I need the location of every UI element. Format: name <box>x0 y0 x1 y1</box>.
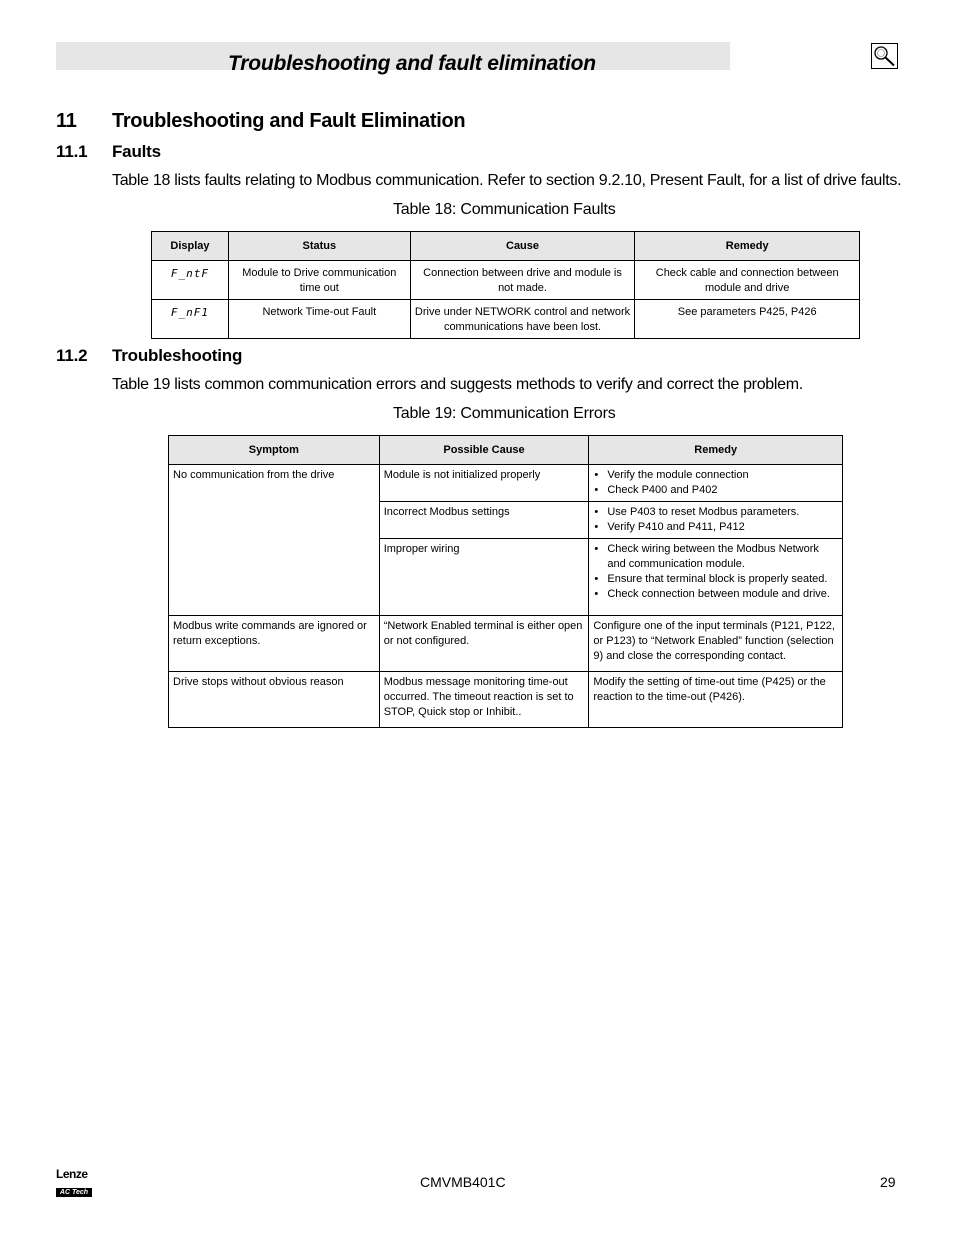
fault-remedy: See parameters P425, P426 <box>635 300 860 339</box>
section-title: Troubleshooting and Fault Elimination <box>112 110 466 132</box>
subsection-troubleshooting-number: 11.2 <box>56 346 88 365</box>
column-header: Status <box>228 232 410 261</box>
faults-table-header <box>152 232 860 261</box>
document-id: CMVMB401C <box>420 1174 506 1190</box>
list-item: • Use P403 to reset Modbus parameters. <box>607 505 838 520</box>
error-cause: Improper wiring <box>379 539 589 616</box>
table-18-caption: Table 18: Communication Faults <box>393 201 616 218</box>
error-remedy <box>589 502 843 539</box>
fault-cause: Drive under NETWORK control and network communications have been lost. <box>410 300 635 339</box>
fault-display-code: F_nF1 <box>152 300 229 339</box>
error-remedy: Configure one of the input terminals (P121, P122, or P123) to “Network Enabled” function (selection 9) and close the corresponding contact. <box>589 616 843 672</box>
table-row <box>152 300 860 339</box>
subsection-faults-title: Faults <box>112 142 161 161</box>
subsection-troubleshooting-title: Troubleshooting <box>112 346 243 365</box>
table-row <box>169 672 843 728</box>
lenze-logo <box>56 1168 96 1199</box>
page-number: 29 <box>880 1174 896 1190</box>
column-header: Remedy <box>589 436 843 465</box>
logo-text: Lenze <box>56 1167 88 1181</box>
subsection-faults-number: 11.1 <box>56 142 88 161</box>
list-item: • Check wiring between the Modbus Network and communication module. <box>607 542 838 572</box>
faults-table <box>151 231 860 339</box>
error-cause: Module is not initialized properly <box>379 465 589 502</box>
column-header: Remedy <box>635 232 860 261</box>
fault-remedy: Check cable and connection between module and drive <box>635 261 860 300</box>
column-header: Possible Cause <box>379 436 589 465</box>
fault-display-code: F_ntF <box>152 261 229 300</box>
column-header: Cause <box>410 232 635 261</box>
error-symptom: Modbus write commands are ignored or return exceptions. <box>169 616 380 672</box>
page-header-title: Troubleshooting and fault elimination <box>228 52 596 75</box>
error-cause: Modbus message monitoring time-out occurred. The timeout reaction is set to STOP, Quick stop or Inhibit.. <box>379 672 589 728</box>
error-remedy: Modify the setting of time-out time (P425) or the reaction to the time-out (P426). <box>589 672 843 728</box>
list-item: • Verify P410 and P411, P412 <box>607 520 838 535</box>
table-row <box>169 465 843 502</box>
error-symptom: No communication from the drive <box>169 465 380 616</box>
magnifier-icon <box>871 43 898 69</box>
list-item: • Check connection between module and drive. <box>607 587 838 602</box>
error-remedy <box>589 539 843 616</box>
error-cause: Incorrect Modbus settings <box>379 502 589 539</box>
fault-cause: Connection between drive and module is not made. <box>410 261 635 300</box>
list-item: • Verify the module connection <box>607 468 838 483</box>
table-row <box>152 261 860 300</box>
error-symptom: Drive stops without obvious reason <box>169 672 380 728</box>
list-item: • Check P400 and P402 <box>607 483 838 498</box>
error-cause: “Network Enabled terminal is either open or not configured. <box>379 616 589 672</box>
fault-status: Network Time-out Fault <box>228 300 410 339</box>
list-item: • Ensure that terminal block is properly seated. <box>607 572 838 587</box>
errors-table <box>168 435 843 728</box>
column-header: Symptom <box>169 436 380 465</box>
faults-intro: Table 18 lists faults relating to Modbus communication. Refer to section 9.2.10, Present Fault, for a list of drive faults. <box>112 172 902 189</box>
troubleshooting-intro: Table 19 lists common communication errors and suggests methods to verify and correct the problem. <box>112 376 803 393</box>
fault-status: Module to Drive communication time out <box>228 261 410 300</box>
table-19-caption: Table 19: Communication Errors <box>393 405 616 422</box>
error-remedy <box>589 465 843 502</box>
errors-table-header <box>169 436 843 465</box>
table-row <box>169 616 843 672</box>
section-number: 11 <box>56 110 77 132</box>
logo-subtext: AC Tech <box>56 1188 92 1197</box>
column-header: Display <box>152 232 229 261</box>
